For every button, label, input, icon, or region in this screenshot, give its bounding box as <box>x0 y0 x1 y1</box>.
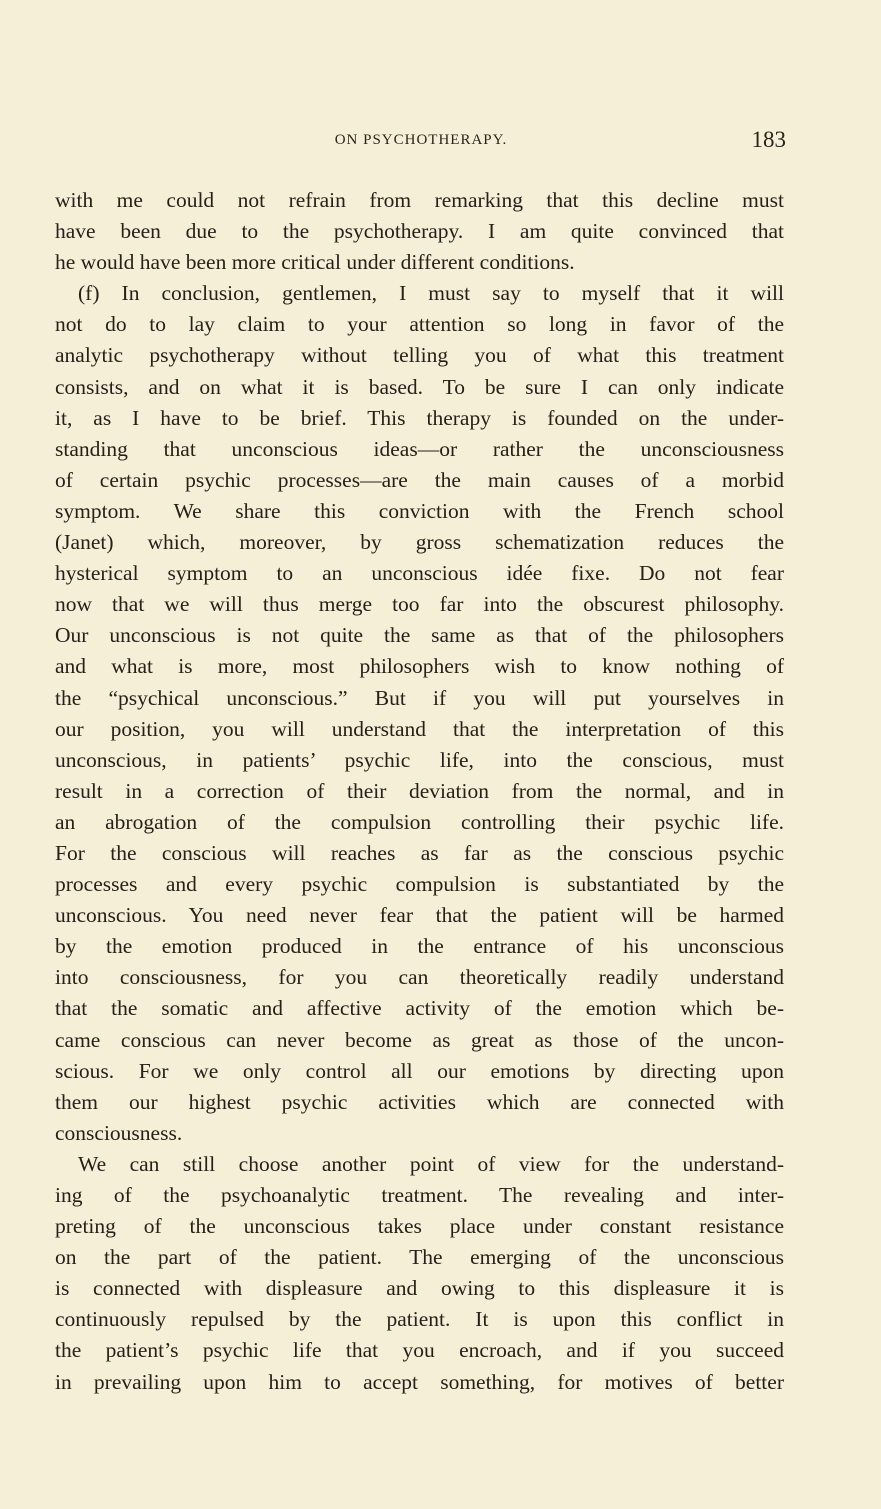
text-line: have been due to the psychotherapy. I am quite convinced that <box>55 219 784 244</box>
text-line: the “psychical unconscious.” But if you will put yourselves in <box>55 685 784 710</box>
text-line: now that we will thus merge too far into the obscurest philosophy. <box>55 592 784 617</box>
text-line: he would have been more critical under different conditions. <box>55 250 575 275</box>
text-line: symptom. We share this conviction with the French school <box>55 498 784 523</box>
text-line: with me could not refrain from remarking that this decline must <box>55 188 784 212</box>
text-line: and what is more, most philosophers wish to know nothing of <box>55 654 784 679</box>
text-line: is connected with displeasure and owing to this displeasure it is <box>55 1276 784 1301</box>
text-line: analytic psychotherapy without telling you of what this treatment <box>55 343 784 368</box>
text-line: We can still choose another point of view for the understand- <box>78 1151 784 1176</box>
running-head <box>56 128 786 158</box>
text-line: of certain psychic processes—are the main causes of a morbid <box>55 467 784 492</box>
text-line: unconscious. You need never fear that the patient will be harmed <box>55 903 784 928</box>
text-line: not do to lay claim to your attention so long in favor of the <box>55 312 784 337</box>
page-number: 183 <box>751 127 786 152</box>
text-line: by the emotion produced in the entrance of his unconscious <box>55 934 784 959</box>
text-line: For the conscious will reaches as far as the conscious psychic <box>55 840 784 865</box>
text-line: that the somatic and affective activity of the emotion which be- <box>55 996 784 1021</box>
text-line: consciousness. <box>55 1120 183 1145</box>
text-line: Our unconscious is not quite the same as that of the philosophers <box>55 623 784 648</box>
text-line: in prevailing upon him to accept something, for motives of better <box>55 1369 784 1394</box>
text-line: standing that unconscious ideas—or rather the unconsciousness <box>55 436 784 461</box>
text-line: (f) In conclusion, gentlemen, I must say to myself that it will <box>78 281 784 306</box>
text-line: our position, you will understand that the interpretation of this <box>55 716 784 741</box>
text-line: them our highest psychic activities which are connected with <box>55 1089 784 1114</box>
text-line: continuously repulsed by the patient. It is upon this conflict in <box>55 1307 784 1332</box>
running-title: ON PSYCHOTHERAPY. <box>334 132 508 148</box>
text-line: consists, and on what it is based. To be sure I can only indicate <box>55 374 784 399</box>
text-line: an abrogation of the compulsion controlling their psychic life. <box>55 809 784 834</box>
text-line: came conscious can never become as great as those of the uncon- <box>55 1027 784 1052</box>
text-line: unconscious, in patients’ psychic life, into the conscious, must <box>55 747 784 772</box>
text-line: it, as I have to be brief. This therapy is founded on the under- <box>55 405 784 430</box>
text-line: ing of the psychoanalytic treatment. The revealing and inter- <box>55 1183 784 1207</box>
text-line: processes and every psychic compulsion is substantiated by the <box>55 872 784 897</box>
text-line: into consciousness, for you can theoretically readily understand <box>55 965 784 990</box>
text-line: result in a correction of their deviation from the normal, and in <box>55 778 784 803</box>
text-line: on the part of the patient. The emerging of the unconscious <box>55 1245 784 1270</box>
text-line: the patient’s psychic life that you encroach, and if you succeed <box>55 1338 784 1363</box>
text-line: hysterical symptom to an unconscious idée fixe. Do not fear <box>55 561 784 586</box>
body-text <box>55 185 784 1398</box>
text-line: scious. For we only control all our emotions by directing upon <box>55 1058 784 1083</box>
text-line: preting of the unconscious takes place under constant resistance <box>55 1214 784 1239</box>
text-line: (Janet) which, moreover, by gross schematization reduces the <box>55 530 784 555</box>
